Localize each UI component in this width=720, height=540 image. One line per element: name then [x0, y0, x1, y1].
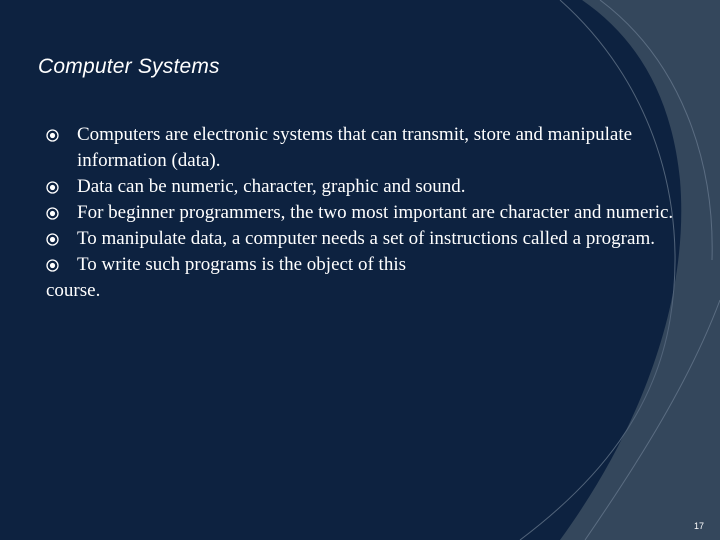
page-number: 17 — [693, 521, 704, 531]
circled-dot-icon — [46, 129, 59, 142]
bullet-item — [46, 122, 696, 174]
bullet-text: For beginner programmers, the two most important are character and numeric. — [77, 202, 674, 223]
bullet-item — [46, 226, 696, 252]
bullet-item — [46, 174, 696, 200]
bullet-text-line1: To write such programs is the object of this — [77, 254, 406, 275]
circled-dot-icon — [46, 259, 59, 272]
bullet-text: To manipulate data, a computer needs a set of instructions called a program. — [77, 228, 655, 249]
bullet-list — [46, 122, 696, 304]
bullet-text: Data can be numeric, character, graphic and sound. — [77, 176, 466, 197]
circled-dot-icon — [46, 233, 59, 246]
circled-dot-icon — [46, 207, 59, 220]
bullet-text: Computers are electronic systems that can transmit, store and manipulate information (data). — [77, 124, 633, 171]
bullet-item — [46, 252, 696, 304]
bullet-text-wrap — [46, 252, 696, 304]
circled-dot-icon — [46, 181, 59, 194]
bullet-text-line2: course. — [46, 280, 101, 301]
slide-title: Computer Systems — [38, 55, 220, 78]
bullet-item — [46, 200, 696, 226]
